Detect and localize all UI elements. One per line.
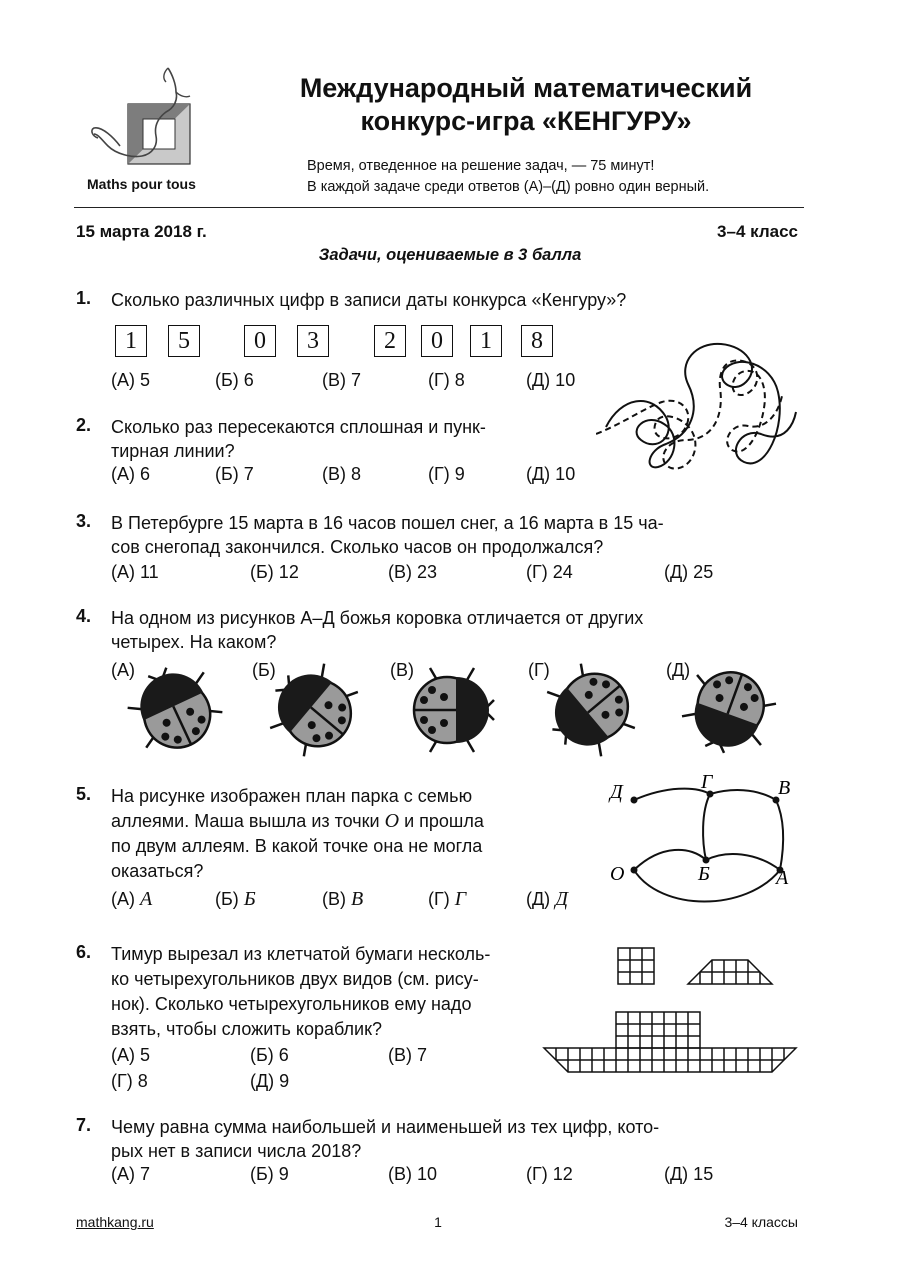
answer-option[interactable]: (Д) 10 [526,370,576,390]
answer-option[interactable]: (А) А [111,888,153,910]
site-link[interactable]: mathkang.ru [76,1214,154,1230]
text-line: ко четырехугольников двух видов (см. рису- [111,969,479,989]
point-d-label: Д [610,781,623,803]
rule-time: Время, отведенное на решение задач, — 75 минут! [307,158,655,174]
option-label: (Б) [252,660,276,680]
ladybug-b[interactable] [264,660,364,760]
text-line: взять, чтобы сложить кораблик? [111,1019,382,1039]
answer-option[interactable]: (Д) 25 [664,562,714,582]
answer-option[interactable]: (В) 23 [388,562,438,582]
answer-option[interactable]: (Д) 9 [250,1071,290,1091]
point-b-label: Б [698,863,710,885]
problem-text [111,1115,801,1163]
answer-option[interactable]: (Г) 8 [111,1071,148,1091]
answer-option[interactable]: (Б) 7 [215,464,254,484]
problem-number: 7. [76,1115,92,1135]
date-digit-box: 2 [374,325,406,357]
text-line: нок). Сколько четырехугольников ему надо [111,994,472,1014]
footer-grade: 3–4 классы [724,1214,798,1230]
text-line: На одном из рисунков А–Д божья коровка отличается от других [111,608,644,628]
text-line: Чему равна сумма наибольшей и наименьшей из тех цифр, кото- [111,1117,660,1137]
problem-number: 3. [76,511,92,531]
option-label: (В) [390,660,414,680]
text-line: сов снегопад закончился. Сколько часов он продолжался? [111,537,604,557]
answer-option[interactable]: (Б) 12 [250,562,299,582]
answer-option[interactable]: (А) 5 [111,370,151,390]
date-digit-box: 0 [421,325,453,357]
problem-number: 5. [76,784,92,804]
text-line: Тимур вырезал из клетчатой бумаги несколь- [111,944,491,964]
answer-option[interactable]: (Г) Г [428,888,467,910]
text-line: Сколько раз пересекаются сплошная и пунк- [111,417,486,437]
answer-option[interactable]: (Б) 6 [250,1045,289,1065]
answer-option[interactable]: (Б) 6 [215,370,254,390]
answer-option[interactable]: (Г) 9 [428,464,465,484]
answer-option[interactable]: (А) 6 [111,464,151,484]
section-title: Задачи, оцениваемые в 3 балла [318,246,582,264]
date-digit-box: 3 [297,325,329,357]
point-o-label: О [610,863,625,885]
answer-option[interactable]: (А) 5 [111,1045,151,1065]
problem-number: 1. [76,288,92,308]
point-v-label: В [778,777,791,799]
answer-option[interactable]: (А) 11 [111,562,159,582]
option-label: (А) [111,660,135,680]
problem-number: 6. [76,942,92,962]
answer-option[interactable]: (Г) 8 [428,370,465,390]
answer-option[interactable]: (Г) 12 [526,1164,573,1184]
point-g-label: Г [701,772,713,793]
contest-rules [307,156,709,198]
text-line: тирная линии? [111,441,235,461]
date-digit-box: 5 [168,325,200,357]
answer-option[interactable]: (В) 7 [322,370,362,390]
text-line: На рисунке изображен план парка с семью [111,786,473,806]
title-line-2: конкурс-игра «КЕНГУРУ» [360,106,692,136]
problem-text [111,415,563,463]
text-fragment: аллеями. Маша вышла из точки [111,811,385,831]
answer-option[interactable]: (В) 10 [388,1164,438,1184]
text-line: рых нет в записи числа 2018? [111,1141,362,1161]
problem-text: Сколько различных цифр в записи даты конкурса «Кенгуру»? [111,290,627,310]
option-label: (Г) [528,660,550,680]
date-digit-box: 1 [115,325,147,357]
rule-answers: В каждой задаче среди ответов (А)–(Д) ровно один верный. [307,179,710,195]
problem-text [111,511,801,559]
answer-option[interactable]: (В) 8 [322,464,362,484]
title-line-1: Международный математический [299,73,753,103]
date-digit-box: 8 [521,325,553,357]
answer-option[interactable]: (Б) Б [215,888,256,910]
ladybug-e[interactable] [679,660,779,760]
ladybug-d[interactable] [541,660,641,760]
page-number: 1 [434,1214,442,1230]
problem-text [111,942,579,1042]
answer-option[interactable]: (В) 7 [388,1045,428,1065]
problem-number: 2. [76,415,92,435]
problem-text [111,784,579,884]
answer-option[interactable]: (Д) 10 [526,464,576,484]
problem-number: 4. [76,606,92,626]
ladybug-a[interactable] [125,660,225,760]
option-label: (Д) [666,660,691,680]
answer-option[interactable]: (В) В [322,888,364,910]
answer-option[interactable]: (Д) 15 [664,1164,714,1184]
logo-caption: Maths pour tous [87,176,196,192]
text-line: четырех. На каком? [111,632,277,652]
crossing-lines-figure [596,322,806,482]
answer-option[interactable]: (Г) 24 [526,562,573,582]
quadrilaterals-figure [540,940,800,1090]
text-line: по двум аллеям. В какой точке она не могла [111,836,483,856]
text-fragment: и прошла [399,811,484,831]
answer-option[interactable]: (А) 7 [111,1164,151,1184]
problem-text [111,606,801,654]
answer-option[interactable]: (Д) Д [526,888,568,910]
contest-title [246,72,806,138]
point-a-label: А [776,867,789,889]
date-digit-box: 1 [470,325,502,357]
date-digit-box: 0 [244,325,276,357]
ladybug-c[interactable] [402,660,502,760]
contest-date: 15 марта 2018 г. [76,222,207,241]
text-line [111,809,579,834]
text-line: В Петербурге 15 марта в 16 часов пошел снег, а 16 марта в 15 ча- [111,513,664,533]
answer-option[interactable]: (Б) 9 [250,1164,289,1184]
grade-label: 3–4 класс [717,222,798,241]
text-line: оказаться? [111,861,204,881]
header-divider [74,207,804,208]
park-plan-figure [606,772,806,912]
point-o-label: О [384,810,400,832]
